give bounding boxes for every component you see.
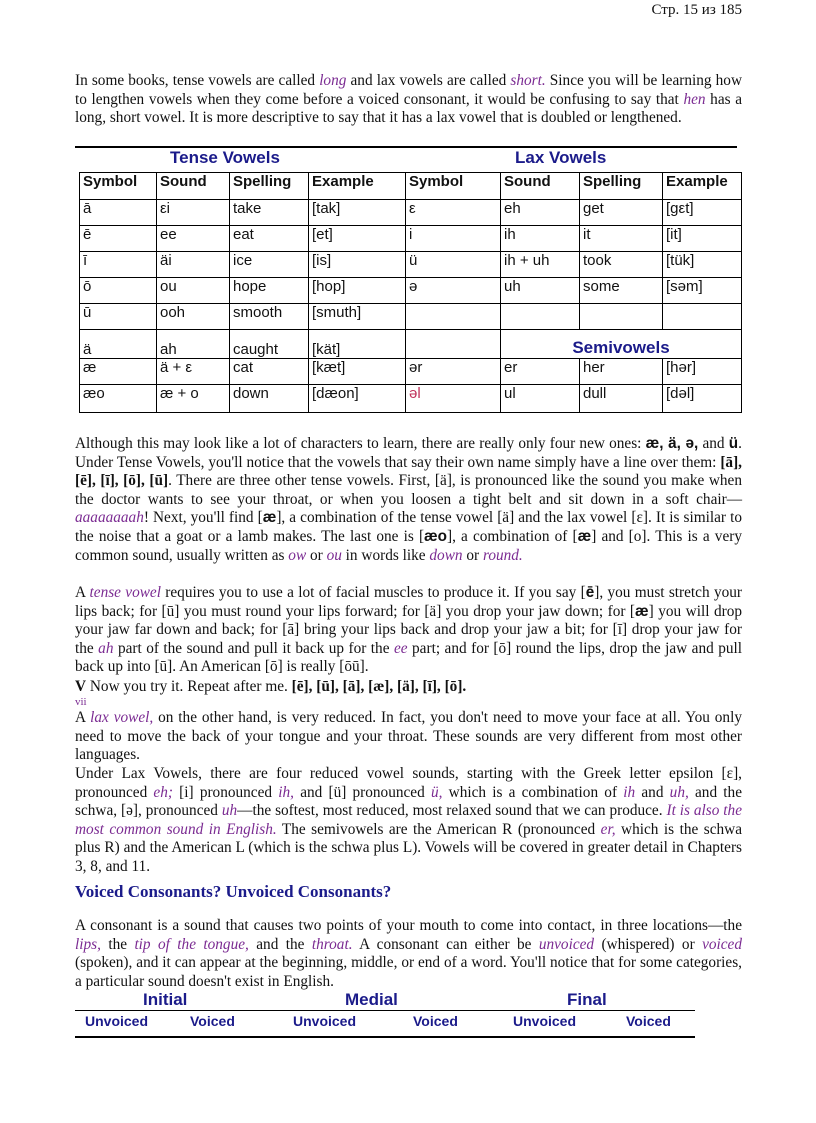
table-cell: caught [230,330,309,359]
table-cell: [kæt] [309,359,406,385]
table-cell: [tak] [309,200,406,226]
table-cell: ih [501,226,580,252]
table-cell: [gεt] [663,200,742,226]
final-heading: Final [567,990,607,1009]
table-cell: ih + uh [501,252,580,278]
header-sound: Sound [501,173,580,200]
table-cell: [dæon] [309,385,406,413]
section-title: Voiced Consonants? Unvoiced Consonants? [75,882,392,901]
practice-line: V Now you try it. Repeat after me. [ē], [ū], [ā], [æ], [ä], [ī], [ō]. [75,678,467,695]
semivowels-title: Semivowels [501,330,742,359]
vowel-table [79,172,742,413]
table-cell: ee [157,226,230,252]
table-cell: eat [230,226,309,252]
table-cell: cat [230,359,309,385]
medial-voiced-label: Voiced [413,1013,458,1029]
table-row [80,304,742,330]
table-cell: her [580,359,663,385]
final-voiced-label: Voiced [626,1013,671,1029]
table-row [80,359,742,385]
table-cell: æ + o [157,385,230,413]
table-cell: ε [406,200,501,226]
header-symbol: Symbol [80,173,157,200]
table-cell: ice [230,252,309,278]
table-cell: [tük] [663,252,742,278]
table-cell: ä + ε [157,359,230,385]
table-row [80,330,742,359]
table-cell: take [230,200,309,226]
initial-voiced-label: Voiced [190,1013,235,1029]
table-cell: ah [157,330,230,359]
table-cell: some [580,278,663,304]
table-cell: uh [501,278,580,304]
table-cell: [dəl] [663,385,742,413]
table-cell [406,330,501,359]
tense-vowel-paragraph: A tense vowel requires you to use a lot of facial muscles to produce it. If you say [ē], you must stretch your lips back; for [ū] you must round your lips forward; for [ä] you drop your jaw down; for [æ] you will drop your jaw far down and back; for [ā] bring your lips back and drop your jaw a bit; for [ī] drop your jaw for the ah part of the sound and pull it back up for the ee part; and for [ō] round the lips, drop the jaw and pull back up into [ū]. An American [ō] is really [ōū]. [75,584,743,676]
table-cell: took [580,252,663,278]
table-cell: down [230,385,309,413]
table-cell: εi [157,200,230,226]
lax-vowel-paragraph: A lax vowel, on the other hand, is very reduced. In fact, you don't need to move your face at all. You only need to move the back of your tongue and your throat. These sounds are very different from most other languages. [75,709,742,764]
lax-vowels-title: Lax Vowels [515,148,607,167]
header-sound: Sound [157,173,230,200]
table-cell: smooth [230,304,309,330]
table-cell: ē [80,226,157,252]
table-cell: [kät] [309,330,406,359]
table-cell: äi [157,252,230,278]
table-cell [406,304,501,330]
header-spelling: Spelling [580,173,663,200]
table-cell: i [406,226,501,252]
table-cell: ā [80,200,157,226]
table-cell [663,304,742,330]
table-cell: hope [230,278,309,304]
table-cell: eh [501,200,580,226]
initial-unvoiced-label: Unvoiced [85,1013,149,1029]
header-example: Example [309,173,406,200]
table-header-row [80,173,742,200]
consonant-paragraph: A consonant is a sound that causes two points of your mouth to come into contact, in three locations—the lips, the tip of the tongue, and the throat. A consonant can either be unvoiced (whispered) or voiced (spoken), and it can appear at the beginning, middle, or end of a word. You'll notice that for some categories, a particular sound doesn't exist in English. [75,917,742,990]
table-cell: ul [501,385,580,413]
intro-paragraph: In some books, tense vowels are called long and lax vowels are called short. Since you will be learning how to lengthen vowels when they come before a voiced consonant, it would be confusing to say that hen has a long, short vowel. It is more descriptive to say that it has a lax vowel that is doubled or lengthened. [75,72,742,127]
table-cell: ū [80,304,157,330]
tense-vowels-title: Tense Vowels [170,148,280,167]
table-cell: it [580,226,663,252]
table-cell: er [501,359,580,385]
table-row [80,385,742,413]
table-cell: [is] [309,252,406,278]
table-cell [501,304,580,330]
table-cell: ä [80,330,157,359]
explanation-paragraph: Although this may look like a lot of characters to learn, there are really only four new ones: æ, ä, ə, and ü. Under Tense Vowels, you'll notice that the vowels that say their own name simply have a line over them: [ā], [ē], [ī], [ō], [ū]. There are three other tense vowels. First, [ä], is pronounced like the sound you make when the doctor wants to see your throat, or when you loosen a tight belt and sit down in a soft chair—aaaaaaaah! Next, you'll find [æ], a combination of the tense vowel [ä] and the lax vowel [ε]. It is similar to the noise that a goat or a lamb makes. The last one is [æo], a combination of [æ] and [o]. This is a very common sound, usually written as ow or ou in words like down or round. [75,435,742,564]
table-cell [580,304,663,330]
table-cell: [hop] [309,278,406,304]
table-cell: æ [80,359,157,385]
divider [75,1036,695,1038]
medial-unvoiced-label: Unvoiced [293,1013,357,1029]
header-spelling: Spelling [230,173,309,200]
table-cell: ō [80,278,157,304]
lax-details-paragraph: Under Lax Vowels, there are four reduced vowel sounds, starting with the Greek letter epsilon [ε], pronounced eh; [i] pronounced ih, and [ü] pronounced ü, which is a combination of ih and uh, and the schwa, [ə], pronounced uh—the softest, most reduced, most relaxed sound that we can produce. It is also the most common sound in English. The semivowels are the American R (pronounced er, which is the schwa plus R) and the American L (which is the schwa plus L). Vowels will be covered in greater detail in Chapters 3, 8, and 11. [75,765,742,875]
table-row [80,200,742,226]
table-cell: [it] [663,226,742,252]
table-cell: [səm] [663,278,742,304]
table-row [80,226,742,252]
table-cell: əl [406,385,501,413]
table-row [80,252,742,278]
table-cell: ī [80,252,157,278]
audio-marker: vii [75,696,87,708]
page-number: Стр. 15 из 185 [651,2,742,18]
final-unvoiced-label: Unvoiced [513,1013,577,1029]
initial-heading: Initial [143,990,188,1009]
header-example: Example [663,173,742,200]
table-cell: [et] [309,226,406,252]
table-cell: ə [406,278,501,304]
medial-heading: Medial [345,990,398,1009]
table-cell: ü [406,252,501,278]
table-cell: [hər] [663,359,742,385]
table-cell: get [580,200,663,226]
table-cell: [smuth] [309,304,406,330]
table-cell: ou [157,278,230,304]
table-cell: ooh [157,304,230,330]
table-row [80,278,742,304]
header-symbol: Symbol [406,173,501,200]
table-cell: æo [80,385,157,413]
divider [75,1010,695,1011]
table-cell: dull [580,385,663,413]
table-cell: ər [406,359,501,385]
